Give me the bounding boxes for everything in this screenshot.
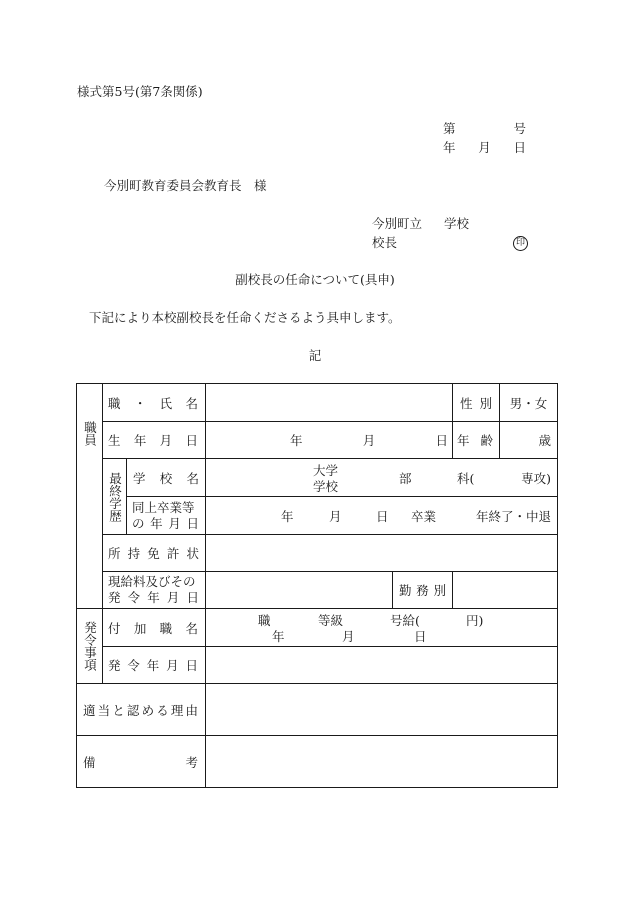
univ-text: 大学 (313, 463, 339, 478)
principal-label: 校長 (372, 235, 398, 250)
reason-label: 適 当 と 認 め る 理 由 (77, 684, 206, 736)
age-label: 年 齢 (453, 422, 500, 459)
appointment-date-value[interactable] (206, 647, 558, 684)
workplace-label: 勤 務 別 (393, 572, 453, 609)
form-number: 様式第5号(第7条関係) (77, 84, 203, 99)
grad-day: 日 (376, 509, 389, 524)
document-title: 副校長の任命について(具申) (235, 272, 395, 287)
birth-month: 月 (362, 433, 376, 448)
gender-label: 性 別 (453, 384, 500, 422)
name-value[interactable] (206, 384, 453, 422)
appointment-date-label: 発 令 年 月 日 (103, 647, 206, 684)
school-name-label: 学 校 名 (127, 459, 206, 497)
reason-value[interactable] (206, 684, 558, 736)
dept-text: 部 (399, 471, 412, 486)
application-table (76, 383, 558, 788)
birth-row (77, 422, 558, 459)
birth-year: 年 (290, 433, 303, 448)
principal-line (372, 235, 528, 251)
yen-text: 円) (466, 613, 484, 628)
remarks-label: 備 考 (77, 736, 206, 788)
document-date (443, 140, 526, 156)
license-value[interactable] (206, 535, 558, 572)
salary-row (77, 572, 558, 609)
graduation-label: 同上卒業等 の 年 月 日 (127, 497, 206, 535)
date-year: 年 (443, 140, 456, 155)
workplace-value[interactable] (453, 572, 558, 609)
faculty-text: 科( (457, 471, 475, 486)
ap-day: 日 (414, 629, 427, 644)
birth-value[interactable] (206, 422, 453, 459)
grad-year: 年 (281, 509, 294, 524)
remarks-value[interactable] (206, 736, 558, 788)
appointment-group-label: 発令事項 (77, 609, 103, 684)
ap-month: 月 (342, 629, 355, 644)
extra-post-row (77, 609, 558, 647)
doc-no-suffix: 号 (513, 121, 526, 136)
appointment-date-row (77, 647, 558, 684)
extra-post-value[interactable] (206, 609, 558, 647)
ap-year: 年 (272, 629, 285, 644)
ki-heading: 記 (308, 348, 322, 363)
age-unit: 歳 (538, 433, 552, 448)
body-text: 下記により本校副校長を任命くださるよう具申します。 (89, 310, 401, 325)
reason-row (77, 684, 558, 736)
doc-no-prefix: 第 (443, 121, 456, 136)
salary-value[interactable] (206, 572, 393, 609)
grad-done: 卒業 (411, 509, 437, 524)
age-value[interactable] (500, 422, 558, 459)
staff-group-label: 職員 (77, 384, 103, 609)
gender-value[interactable]: 男・女 (500, 384, 558, 422)
graduation-value[interactable] (206, 497, 558, 535)
addressee: 今別町教育委員会教育長 様 (104, 178, 267, 193)
education-group-label: 最終学歴 (103, 459, 127, 535)
grad-other: 年終了・中退 (476, 509, 552, 524)
name-label: 職 ・ 氏 名 (103, 384, 206, 422)
school-suffix: 学校 (444, 216, 470, 231)
grad-month: 月 (329, 509, 342, 524)
school-line (372, 216, 469, 232)
grade-text: 等級 (318, 613, 344, 628)
license-row (77, 535, 558, 572)
graduation-row (77, 497, 558, 535)
document-number (443, 121, 526, 137)
birth-label: 生 年 月 日 (103, 422, 206, 459)
school-name-row (77, 459, 558, 497)
pay-text: 号給( (390, 613, 420, 628)
post-text: 職 (258, 613, 271, 628)
school-text: 学校 (313, 479, 339, 494)
seal-icon: 印 (513, 236, 528, 251)
date-day: 日 (513, 140, 526, 155)
school-label: 今別町立 (372, 216, 423, 231)
date-month: 月 (478, 140, 491, 155)
remarks-row (77, 736, 558, 788)
birth-day: 日 (435, 433, 449, 448)
name-row (77, 384, 558, 422)
license-label: 所 持 免 許 状 (103, 535, 206, 572)
school-name-value[interactable] (206, 459, 558, 497)
extra-post-label: 付 加 職 名 (103, 609, 206, 647)
major-text: 専攻) (521, 471, 552, 486)
salary-label: 現給料及びその 発 令 年 月 日 (103, 572, 206, 609)
